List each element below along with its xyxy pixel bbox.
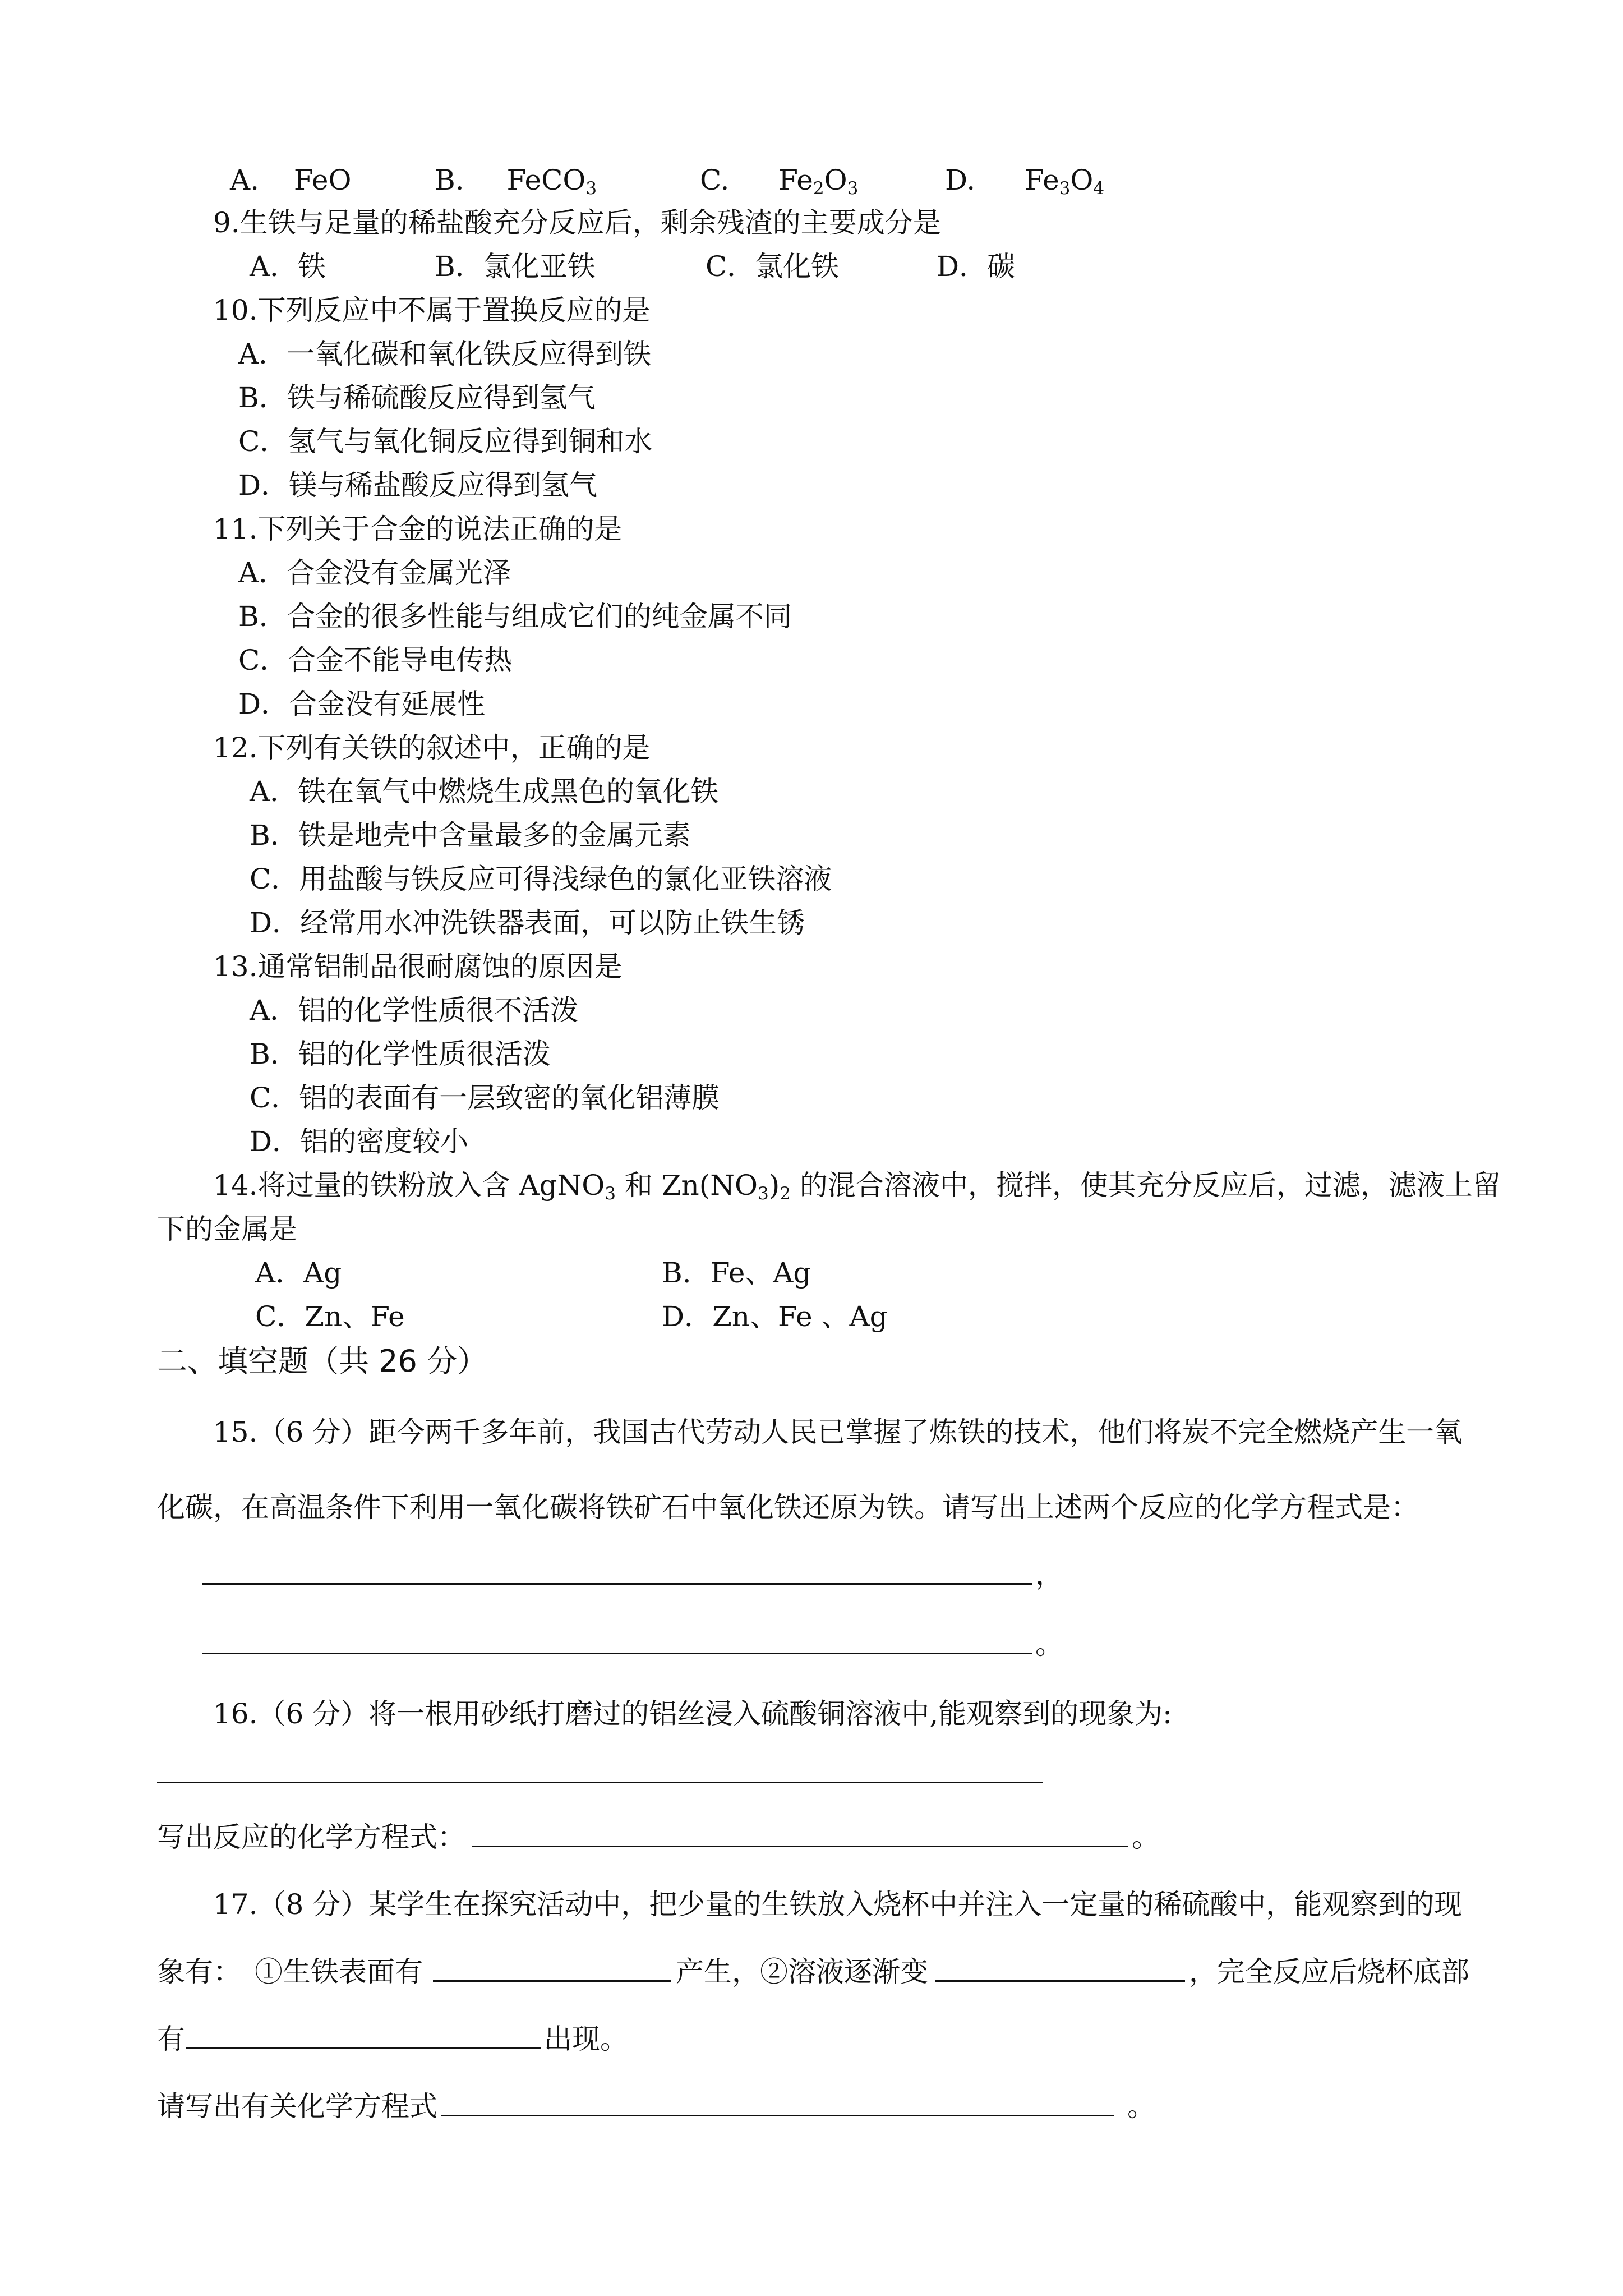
q10-option-b: B．铁与稀硫酸反应得到氢气: [238, 381, 596, 414]
option-text: [778, 164, 859, 199]
q8-option-a: [230, 166, 351, 194]
q12-option-c: C．用盐酸与铁反应可得浅绿色的氯化亚铁溶液: [250, 863, 832, 895]
q9-option-c: C．氯化铁: [706, 250, 840, 283]
q14-stem: [213, 1171, 1501, 1203]
q14-option-b: B．Fe、Ag: [662, 1257, 811, 1289]
q13-option-a: A．铝的化学性质很不活泼: [250, 994, 579, 1027]
q16-period: 。: [1132, 1821, 1160, 1853]
q17-blank-3[interactable]: [186, 2047, 541, 2049]
formula-part: FeCO: [506, 164, 586, 196]
q16-phenomenon-blank[interactable]: [157, 1782, 1043, 1783]
q13-option-b: B．铝的化学性质很活泼: [250, 1038, 551, 1070]
option-text: FeO: [293, 164, 352, 196]
q12-option-a: A．铁在氧气中燃烧生成黑色的氧化铁: [250, 775, 719, 808]
q17-blank-2[interactable]: [935, 1980, 1185, 1982]
q15-comma: ，: [1035, 1558, 1063, 1591]
q17-line-3b: 出现。: [544, 2023, 628, 2055]
q12-option-d: D．经常用水冲洗铁器表面，可以防止铁生锈: [250, 907, 805, 939]
option-text: [506, 164, 597, 199]
formula-sub: 3: [1059, 178, 1071, 199]
q17-equation-blank[interactable]: [441, 2115, 1114, 2116]
q11-option-b: B．合金的很多性能与组成它们的纯金属不同: [238, 600, 792, 633]
q17-line-4a: 请写出有关化学方程式: [157, 2090, 437, 2123]
q11-stem: 11.下列关于合金的说法正确的是: [213, 513, 623, 545]
stem-part: 14.将过量的铁粉放入含 AgNO: [213, 1169, 605, 1202]
section-heading: 二、填空题（共 26 分）: [157, 1343, 488, 1379]
formula-sub: 3: [758, 1183, 769, 1204]
q8-option-b: [435, 166, 597, 197]
q11-option-a: A．合金没有金属光泽: [238, 556, 511, 589]
q14-stem-continued: 下的金属是: [157, 1213, 297, 1245]
q17-line-1: 17.（8 分）某学生在探究活动中，把少量的生铁放入烧杯中并注入一定量的稀硫酸中，能观察到的现: [213, 1888, 1463, 1921]
stem-part: ): [768, 1169, 780, 1202]
q13-stem: 13.通常铝制品很耐腐蚀的原因是: [213, 950, 623, 983]
q10-option-d: D．镁与稀盐酸反应得到氢气: [238, 469, 598, 501]
q8-option-d: [945, 166, 1104, 197]
q16-equation-blank[interactable]: [472, 1846, 1128, 1847]
q9-option-b: B．氯化亚铁: [435, 250, 596, 283]
q12-stem: 12.下列有关铁的叙述中，正确的是: [213, 731, 651, 764]
q11-option-d: D．合金没有延展性: [238, 688, 486, 720]
q14-option-c: C．Zn、Fe: [255, 1300, 405, 1333]
formula-part: O: [1070, 164, 1094, 196]
q10-option-a: A．一氧化碳和氧化铁反应得到铁: [238, 338, 652, 370]
q13-option-c: C．铝的表面有一层致密的氧化铝薄膜: [250, 1082, 720, 1114]
q17-line-2c: 产生，②溶液逐渐变: [676, 1955, 928, 1988]
q16-line-1: 16.（6 分）将一根用砂纸打磨过的铝丝浸入硫酸铜溶液中,能观察到的现象为:: [213, 1697, 1172, 1730]
q9-option-d: D．碳: [937, 250, 1016, 283]
formula-part: Fe: [1025, 164, 1059, 196]
q15-line-1: 15.（6 分）距今两千多年前，我国古代劳动人民已掌握了炼铁的技术，他们将炭不完全燃烧产生一氧: [213, 1416, 1463, 1448]
q14-option-a: A．Ag: [255, 1257, 342, 1289]
option-letter: D.: [945, 164, 976, 196]
q15-answer-blank-1[interactable]: [202, 1583, 1032, 1585]
formula-sub: 3: [585, 178, 597, 199]
q16-equation-label: 写出反应的化学方程式：: [157, 1821, 465, 1853]
option-letter: B.: [435, 164, 464, 196]
q13-option-d: D．铝的密度较小: [250, 1125, 469, 1158]
q9-option-a: A．铁: [250, 250, 326, 283]
formula-sub: 4: [1093, 178, 1105, 199]
option-text: [1025, 164, 1105, 199]
formula-sub: 2: [813, 178, 824, 199]
formula-sub: 2: [780, 1183, 791, 1204]
formula-sub: 3: [847, 178, 859, 199]
q11-option-c: C．合金不能导电传热: [238, 644, 513, 677]
q10-stem: 10.下列反应中不属于置换反应的是: [213, 294, 651, 326]
q17-line-2a: 象有：: [157, 1955, 241, 1988]
q15-period: 。: [1035, 1628, 1063, 1660]
q17-blank-1[interactable]: [433, 1980, 671, 1982]
option-letter: A.: [230, 164, 260, 196]
option-letter: C.: [700, 164, 730, 196]
q12-option-b: B．铁是地壳中含量最多的金属元素: [250, 819, 691, 852]
formula-part: Fe: [778, 164, 813, 196]
q10-option-c: C．氢气与氧化铜反应得到铜和水: [238, 425, 653, 458]
q17-line-2d: ，完全反应后烧杯底部: [1189, 1955, 1469, 1988]
q8-option-c: [700, 166, 858, 197]
q9-stem: 9.生铁与足量的稀盐酸充分反应后，剩余残渣的主要成分是: [213, 206, 941, 239]
q15-line-2: 化碳，在高温条件下利用一氧化碳将铁矿石中氧化铁还原为铁。请写出上述两个反应的化学方程式是：: [157, 1491, 1419, 1524]
stem-part: 的混合溶液中，搅拌，使其充分反应后，过滤，滤液上留: [790, 1169, 1501, 1202]
formula-sub: 3: [605, 1183, 616, 1204]
q17-line-3a: 有: [157, 2023, 185, 2055]
q17-period: 。: [1127, 2090, 1155, 2123]
q14-option-d: D．Zn、Fe 、Ag: [662, 1300, 888, 1333]
stem-part: 和 Zn(NO: [616, 1169, 758, 1202]
q17-line-2b: ①生铁表面有: [255, 1955, 423, 1988]
q15-answer-blank-2[interactable]: [202, 1653, 1032, 1654]
formula-part: O: [824, 164, 847, 196]
